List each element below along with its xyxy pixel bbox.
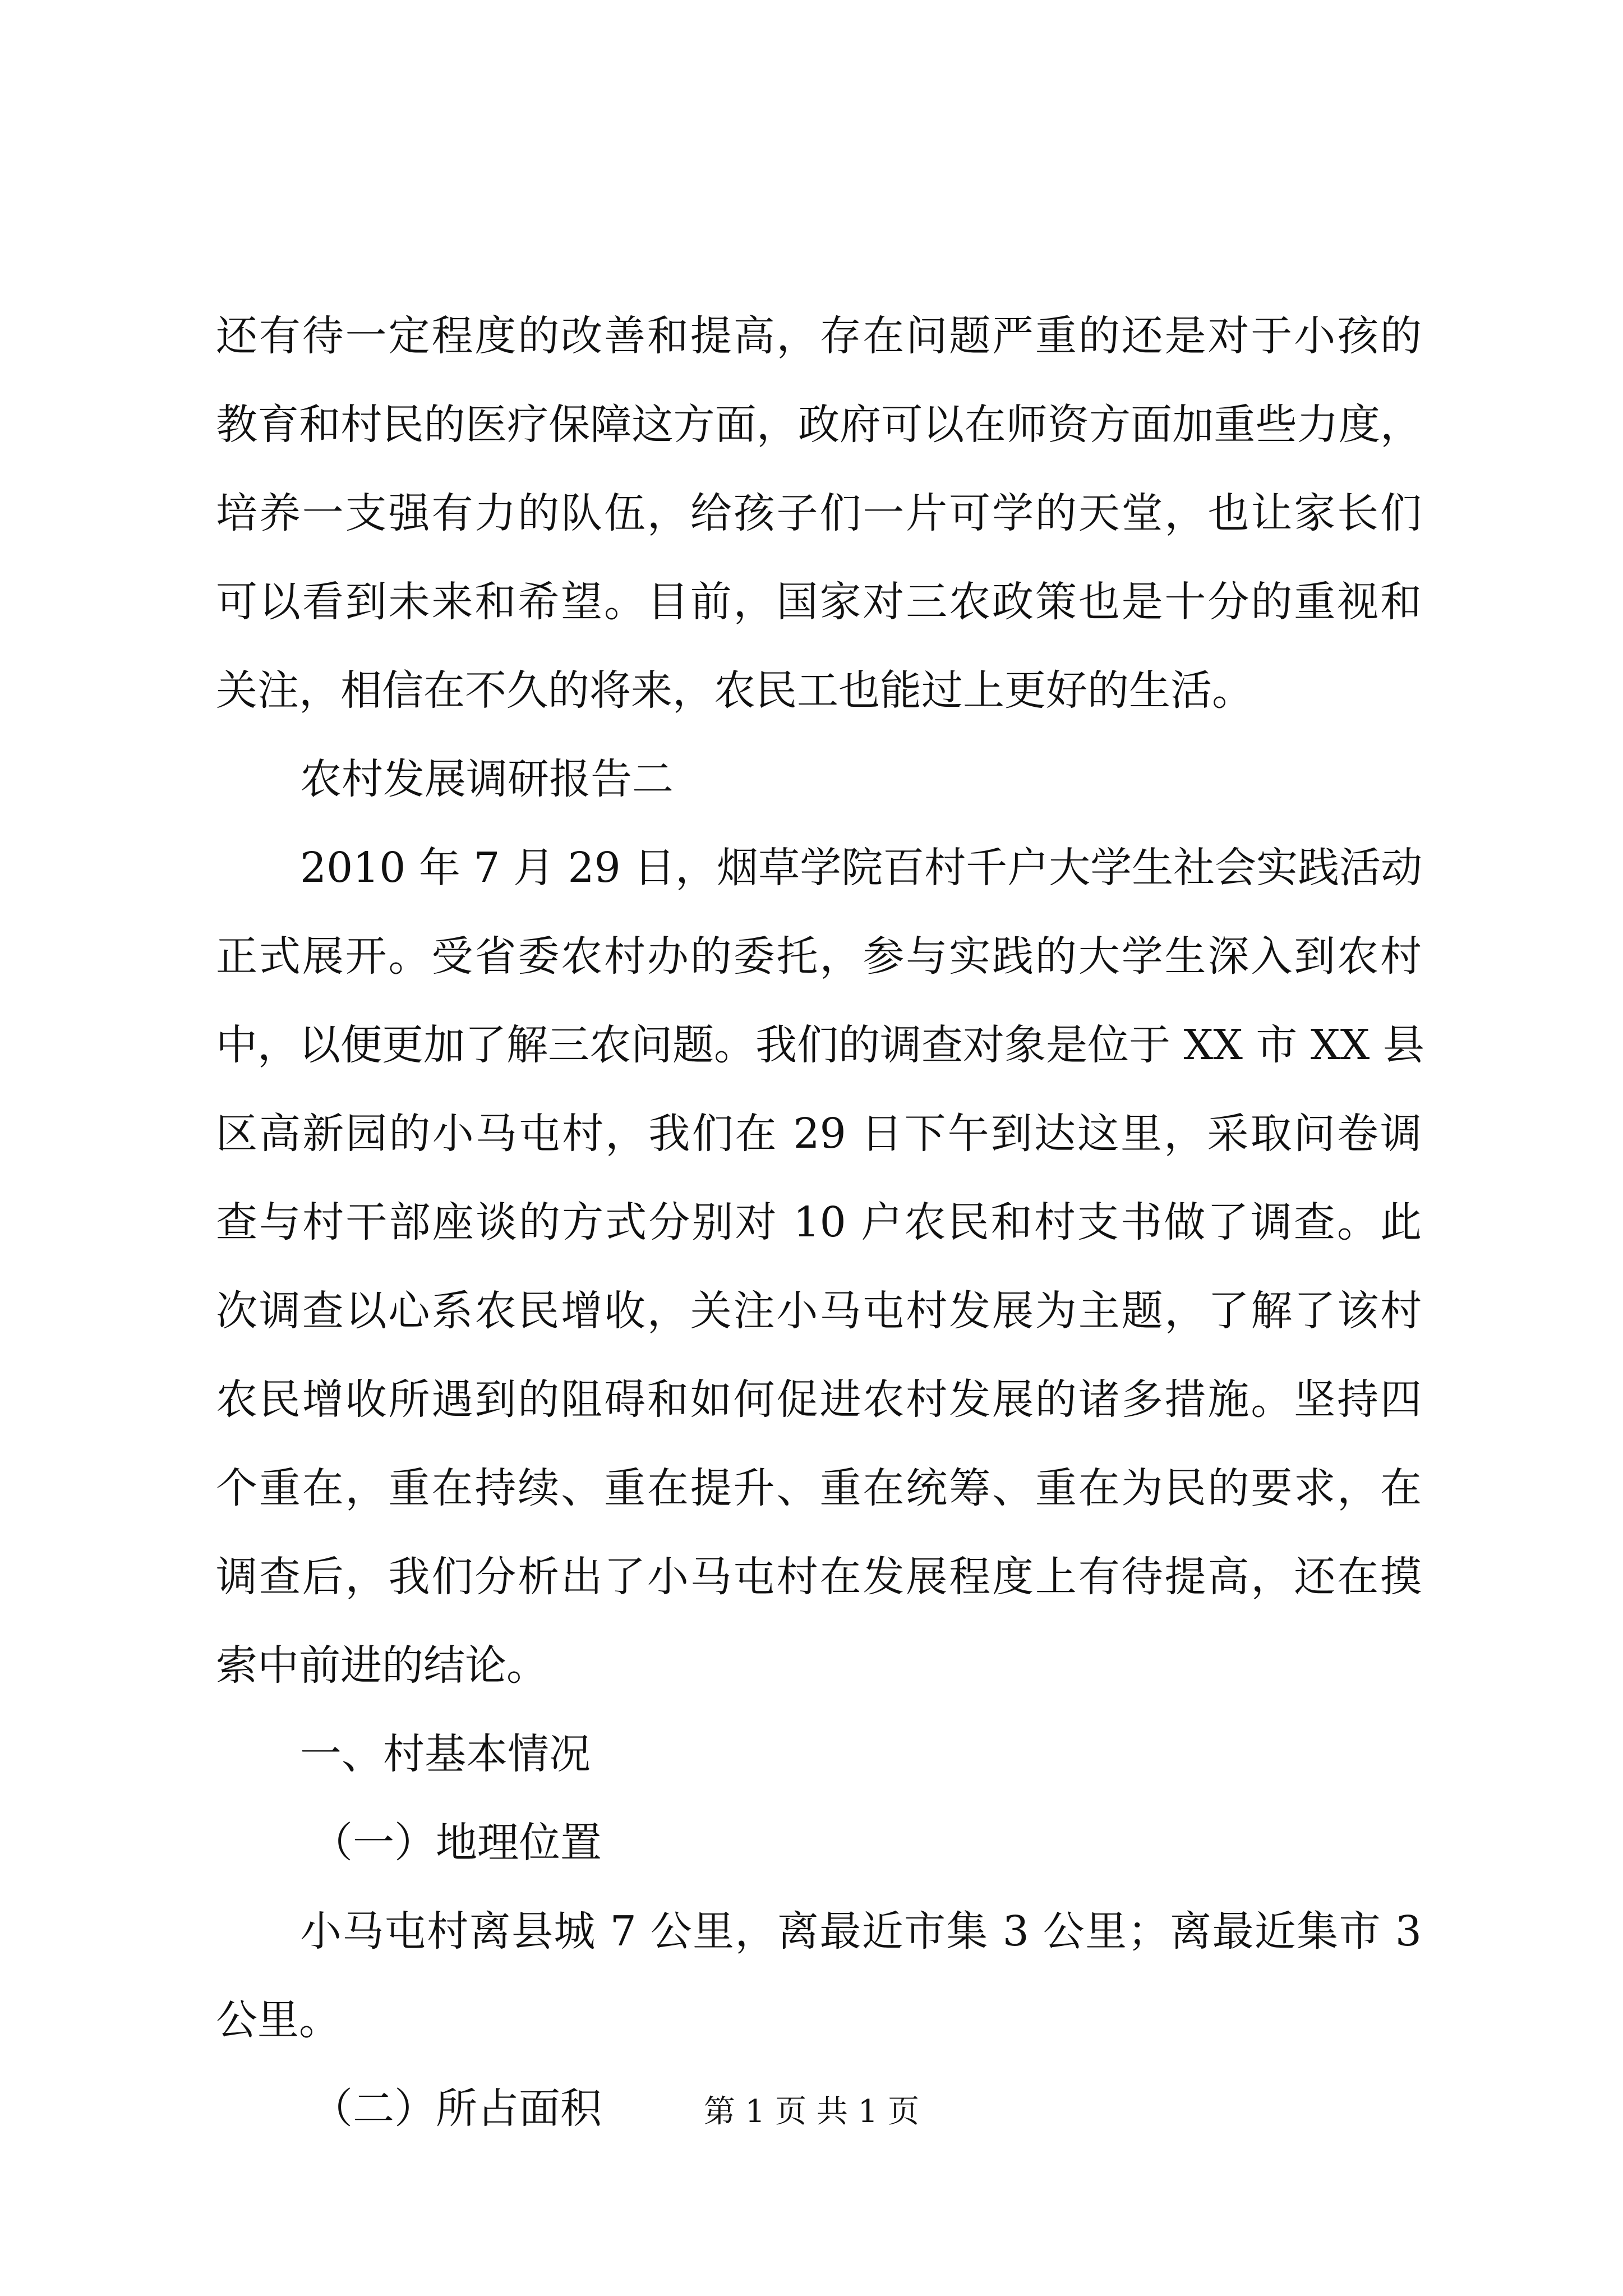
text-line: 小马屯村离县城 7 公里，离最近市集 3 公里；离最近集市 3 bbox=[300, 1907, 1422, 1955]
text-line: 次调查以心系农民增收，关注小马屯村发展为主题，了解了该村 bbox=[216, 1287, 1422, 1335]
section-heading: 农村发展调研报告二 bbox=[300, 755, 674, 803]
section-heading: 一、村基本情况 bbox=[300, 1730, 591, 1778]
text-line: 索中前进的结论。 bbox=[216, 1641, 548, 1690]
text-line: 区高新园的小马屯村，我们在 29 日下午到达这里，采取问卷调 bbox=[216, 1110, 1422, 1158]
text-line: 可以看到未来和希望。目前，国家对三农政策也是十分的重视和 bbox=[216, 578, 1422, 626]
text-line: 教育和村民的医疗保障这方面，政府可以在师资方面加重些力度， bbox=[216, 401, 1422, 449]
text-line: 个重在，重在持续、重在提升、重在统筹、重在为民的要求，在 bbox=[216, 1464, 1422, 1512]
text-line: 还有待一定程度的改善和提高，存在问题严重的还是对于小孩的 bbox=[216, 312, 1422, 360]
text-line: 正式展开。受省委农村办的委托，参与实践的大学生深入到农村 bbox=[216, 932, 1422, 981]
text-line: 2010 年 7 月 29 日，烟草学院百村千户大学生社会实践活动 bbox=[300, 844, 1423, 892]
document-body bbox=[216, 292, 1422, 2153]
text-line: 中，以便更加了解三农问题。我们的调查对象是位于 XX 市 XX 县 bbox=[216, 1021, 1424, 1069]
subsection-heading: （二）所占面积 bbox=[311, 2085, 602, 2133]
text-line: 农民增收所遇到的阻碍和如何促进农村发展的诸多措施。坚持四 bbox=[216, 1375, 1422, 1424]
text-line: 关注，相信在不久的将来，农民工也能过上更好的生活。 bbox=[216, 666, 1253, 715]
subsection-heading: （一）地理位置 bbox=[311, 1819, 602, 1867]
text-line: 培养一支强有力的队伍，给孩子们一片可学的天堂，也让家长们 bbox=[216, 489, 1422, 537]
page-number-footer: 第 1 页 共 1 页 bbox=[703, 2093, 920, 2130]
text-line: 调查后，我们分析出了小马屯村在发展程度上有待提高，还在摸 bbox=[216, 1553, 1422, 1601]
text-line: 查与村干部座谈的方式分别对 10 户农民和村支书做了调查。此 bbox=[216, 1198, 1422, 1246]
text-line: 公里。 bbox=[216, 1996, 340, 2044]
